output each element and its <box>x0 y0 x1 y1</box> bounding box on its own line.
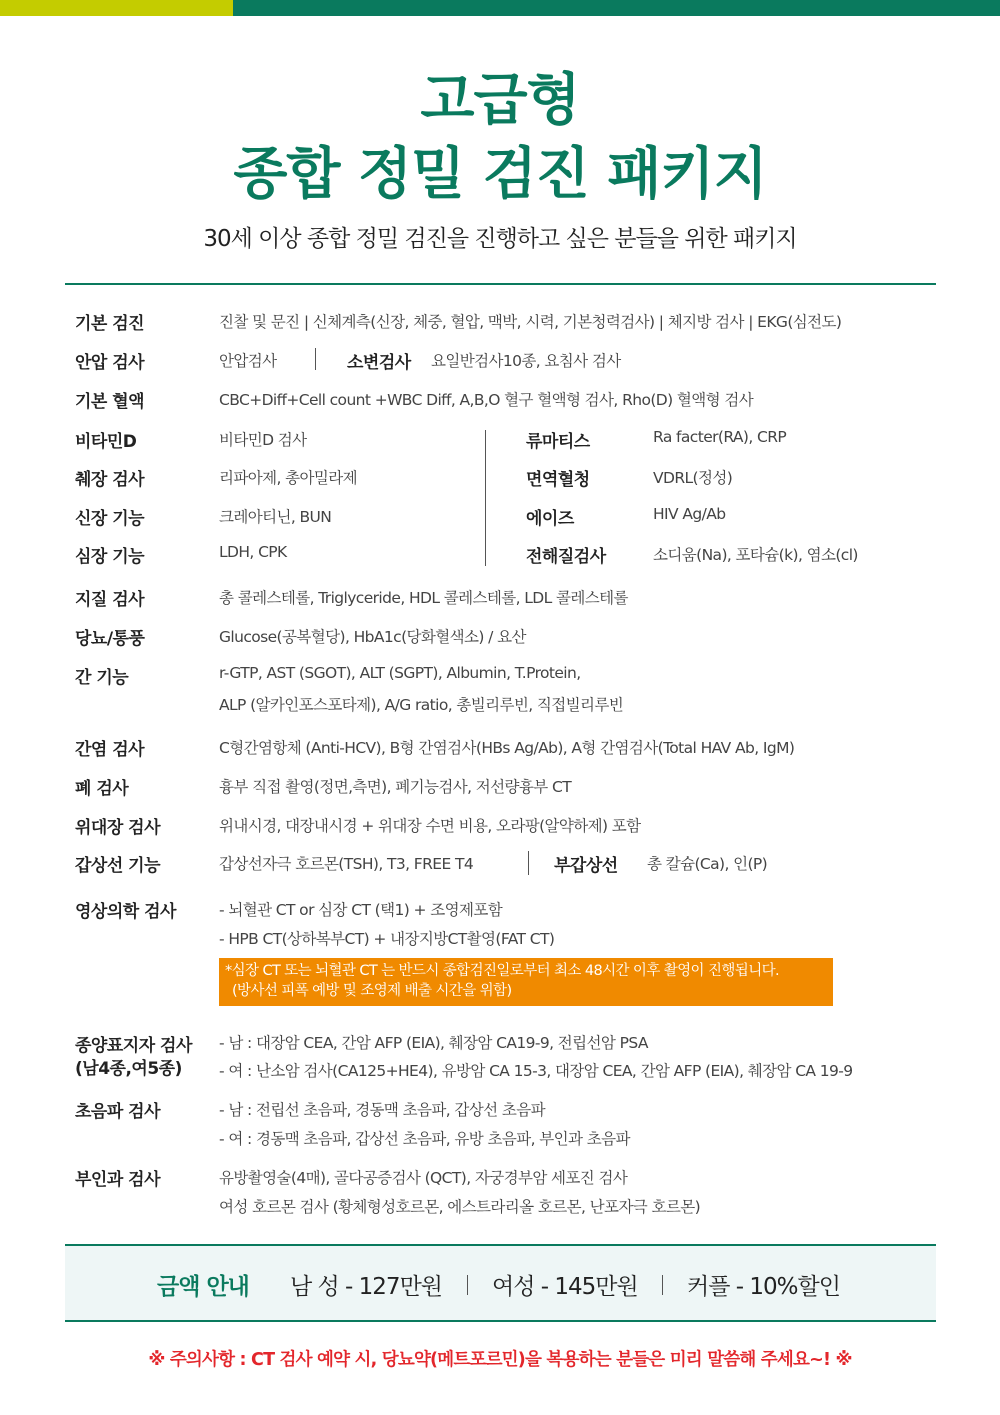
row-diabetes <box>0 624 1000 650</box>
row-label: 지질 검사 <box>75 590 145 610</box>
row-label: 폐 검사 <box>75 779 129 799</box>
row-value-line1: - 뇌혈관 CT or 심장 CT (택1) + 조영제포함 <box>219 901 503 919</box>
row-value: CBC+Diff+Cell count +WBC Diff, A,B,O 혈구 혈액형 검사, Rho(D) 혈액형 검사 <box>219 391 754 409</box>
row-label: 간염 검사 <box>75 740 145 760</box>
row-label: 당뇨/통풍 <box>75 629 145 649</box>
row-value: 진찰 및 문진 | 신체계측(신장, 체중, 혈압, 맥박, 시력, 기본청력검사) | 체지방 검사 | EKG(심전도) <box>219 313 842 331</box>
row-label: 안압 검사 <box>75 353 145 373</box>
row-label: 신장 기능 <box>75 509 145 529</box>
row-lipid <box>0 585 1000 611</box>
row-basic-exam <box>0 309 1000 335</box>
row-value-line1: - 남 : 전립선 초음파, 경동맥 초음파, 갑상선 초음파 <box>219 1101 545 1119</box>
row-label: 심장 기능 <box>75 547 145 567</box>
row-ultrasound <box>0 1097 1000 1149</box>
price-male: 남 성 - 127만원 <box>290 1274 443 1300</box>
row-value-line2: 여성 호르몬 검사 (황체형성호르몬, 에스트라리올 호르몬, 난포자극 호르몬) <box>219 1198 701 1216</box>
row-value-line2: - 여 : 경동맥 초음파, 갑상선 초음파, 유방 초음파, 부인과 초음파 <box>219 1130 630 1148</box>
row-label-line2: (남4종,여5종) <box>75 1059 182 1079</box>
top-bar-lime-segment <box>0 0 233 16</box>
row-label: 간 기능 <box>75 668 129 688</box>
row-value-line1: r-GTP, AST (SGOT), ALT (SGPT), Albumin, T.Protein, <box>219 664 581 682</box>
row-value: 위내시경, 대장내시경 + 위대장 수면 비용, 오라팡(알약하제) 포함 <box>219 817 641 835</box>
row-value: 안압검사 <box>219 352 277 370</box>
row-value: 리파아제, 총아밀라제 <box>219 469 358 487</box>
row-value-line2: - 여 : 난소암 검사(CA125+HE4), 유방암 CA 15-3, 대장암 CEA, 간암 AFP (EIA), 췌장암 CA 19-9 <box>219 1062 853 1080</box>
price-female: 여성 - 145만원 <box>492 1274 638 1300</box>
row-label: 기본 혈액 <box>75 392 145 412</box>
row-vitamin-d <box>0 427 1000 453</box>
row-thyroid <box>0 851 1000 877</box>
row-label: 기본 검진 <box>75 314 145 334</box>
row-basic-blood <box>0 387 1000 413</box>
column-separator <box>528 851 529 875</box>
row-value-line2: ALP (알카인포스포타제), A/G ratio, 총빌리루빈, 직접빌리루빈 <box>219 696 624 714</box>
row-value-line1: 유방촬영술(4매), 골다공증검사 (QCT), 자궁경부암 세포진 검사 <box>219 1169 628 1187</box>
row-value: 갑상선자극 호르몬(TSH), T3, FREE T4 <box>219 855 474 873</box>
top-bar-green-segment <box>233 0 1000 16</box>
row-value-secondary: 소디움(Na), 포타슘(k), 염소(cl) <box>653 546 858 564</box>
row-label: 갑상선 기능 <box>75 856 161 876</box>
row-label-secondary: 면역혈청 <box>526 470 590 490</box>
row-value: 크레아티닌, BUN <box>219 508 332 526</box>
row-pancreas <box>0 465 1000 491</box>
row-label-secondary: 에이즈 <box>526 509 574 529</box>
row-label: 영상의학 검사 <box>75 902 176 922</box>
top-divider <box>65 283 936 285</box>
row-lung <box>0 774 1000 800</box>
row-label-secondary: 부갑상선 <box>554 856 618 876</box>
price-separator <box>467 1275 468 1295</box>
ct-notice-line2: (방사선 피폭 예방 및 조영제 배출 시간을 위함) <box>232 983 512 999</box>
row-label-secondary: 전해질검사 <box>526 547 606 567</box>
row-gi <box>0 813 1000 839</box>
top-color-bar <box>0 0 1000 16</box>
row-kidney <box>0 504 1000 530</box>
row-value: C형간염항체 (Anti-HCV), B형 간염검사(HBs Ag/Ab), A형 간염검사(Total HAV Ab, IgM) <box>219 739 795 757</box>
row-gynecology <box>0 1165 1000 1217</box>
page-subtitle: 30세 이상 종합 정밀 검진을 진행하고 싶은 분들을 위한 패키지 <box>203 226 797 252</box>
row-label-secondary: 류마티스 <box>526 432 590 452</box>
row-label-secondary: 소변검사 <box>347 353 411 373</box>
row-value-secondary: 총 칼슘(Ca), 인(P) <box>647 855 768 873</box>
row-liver <box>0 663 1000 719</box>
row-hepatitis <box>0 735 1000 761</box>
row-value: Glucose(공복혈당), HbA1c(당화혈색소) / 요산 <box>219 628 526 646</box>
row-value: 흉부 직접 촬영(정면,측면), 폐기능검사, 저선량흉부 CT <box>219 778 572 796</box>
row-imaging <box>0 897 1000 957</box>
row-value: 비타민D 검사 <box>219 431 307 449</box>
row-label: 위대장 검사 <box>75 818 161 838</box>
page-title-line1: 고급형 <box>420 68 580 133</box>
row-value-secondary: 요일반검사10종, 요침사 검사 <box>431 352 621 370</box>
price-couple: 커플 - 10%할인 <box>687 1274 840 1300</box>
row-value: 총 콜레스테롤, Triglyceride, HDL 콜레스테롤, LDL 콜레스테롤 <box>219 589 628 607</box>
row-label: 췌장 검사 <box>75 470 145 490</box>
row-heart <box>0 542 1000 568</box>
row-value-secondary: HIV Ag/Ab <box>653 505 726 523</box>
row-value-secondary: VDRL(정성) <box>653 469 733 487</box>
price-info-box <box>65 1244 936 1322</box>
row-value-line1: - 남 : 대장암 CEA, 간암 AFP (EIA), 췌장암 CA19-9, 전립선암 PSA <box>219 1034 648 1052</box>
row-label: 부인과 검사 <box>75 1170 161 1190</box>
row-value-secondary: Ra facter(RA), CRP <box>653 428 787 446</box>
row-label: 비타민D <box>75 432 137 452</box>
price-label: 금액 안내 <box>157 1274 249 1300</box>
row-tumor-markers <box>0 1031 1000 1083</box>
row-value-line2: - HPB CT(상하복부CT) + 내장지방CT촬영(FAT CT) <box>219 930 555 948</box>
row-eye-pressure <box>0 348 1000 374</box>
ct-notice-box <box>219 958 833 1006</box>
caution-notice: ※ 주의사항 : CT 검사 예약 시, 당뇨약(메트포르민)을 복용하는 분들은 미리 말씀해 주세요~! ※ <box>148 1350 852 1370</box>
ct-notice-line1: *심장 CT 또는 뇌혈관 CT 는 반드시 종합검진일로부터 최소 48시간 이후 촬영이 진행됩니다. <box>225 963 780 979</box>
row-label: 초음파 검사 <box>75 1102 161 1122</box>
price-separator <box>662 1275 663 1295</box>
page-title-line2: 종합 정밀 검진 패키지 <box>233 142 767 207</box>
column-separator <box>315 348 316 370</box>
row-value: LDH, CPK <box>219 543 287 561</box>
row-label-line1: 종양표지자 검사 <box>75 1036 192 1056</box>
